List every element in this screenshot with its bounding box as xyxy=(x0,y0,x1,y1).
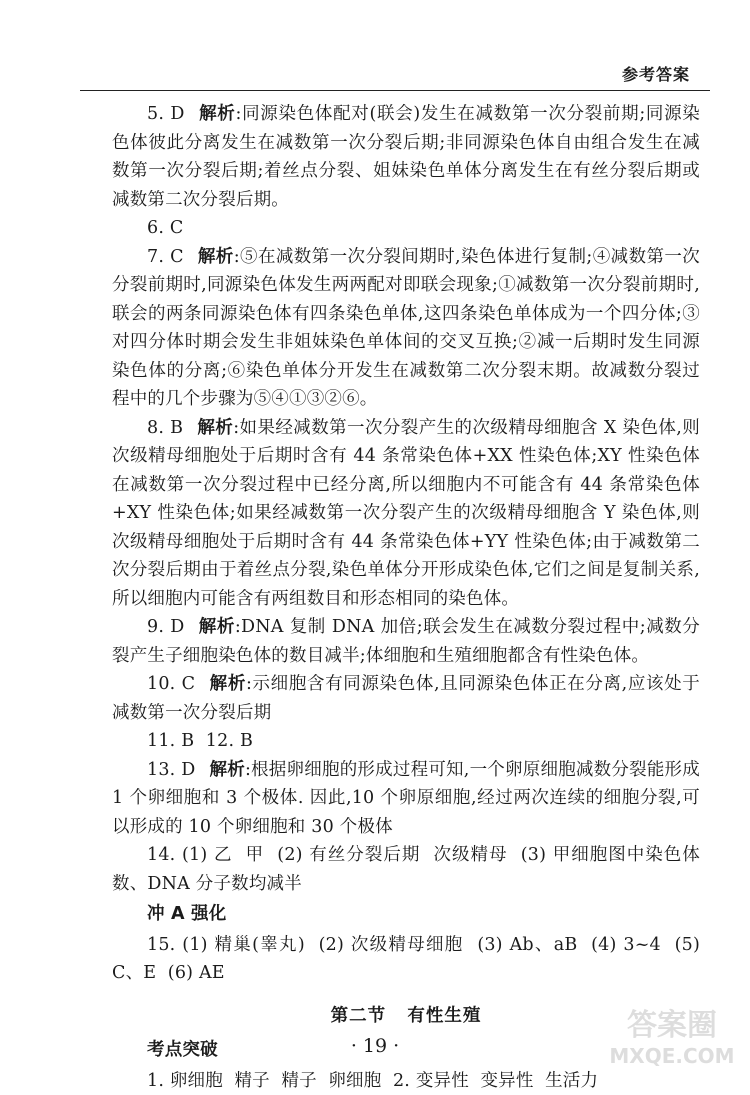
analysis-label: 解析 xyxy=(209,760,244,780)
watermark-line2: MXQE.COM xyxy=(609,1044,734,1068)
answer-number: 9. D xyxy=(147,617,184,637)
analysis-text: :根据卵细胞的形成过程可知,一个卵原细胞减数分裂能形成 1 个卵细胞和 3 个极体. 因此,10 个卵原细胞,经过两次连续的细胞分裂,可以形成的 10 个卵细胞和 30 个极体 xyxy=(112,760,700,837)
watermark-line1: 答案圈 xyxy=(627,1008,717,1043)
answer-q15: 15. (1) 精巢(睾丸) (2) 次级精母细胞 (3) Ab、aB (4) 3~4 (5) C、E (6) AE xyxy=(112,931,700,988)
answer-number: 5. D xyxy=(147,104,185,124)
analysis-text: :同源染色体配对(联会)发生在减数第一次分裂前期;同源染色体彼此分离发生在减数第一次分裂后期;非同源染色体自由组合发生在减数第一次分裂后期;着丝点分裂、姐妹染色单体分离发生在有丝分裂后期或减数第二次分裂后期。 xyxy=(112,104,700,210)
header-divider xyxy=(80,90,710,91)
answer-number: 13. D xyxy=(147,760,195,780)
answer-q10 xyxy=(112,670,700,727)
section-title: 第二节 有性生殖 xyxy=(112,1002,700,1031)
analysis-label: 解析 xyxy=(199,104,236,124)
analysis-text: :⑤在减数第一次分裂间期时,染色体进行复制;④减数第一次分裂前期时,同源染色体发生两两配对即联会现象;①减数第一次分裂前期时,联会的两条同源染色体有四条染色单体,这四条染色单体成为一个四分体;③对四分体时期会发生非姐妹染色单体间的交叉互换;②减一后期时发生同源染色体的分离;⑥染色单体分开发生在减数第二次分裂末期。故减数分裂过程中的几个步骤为⑤④①③②⑥。 xyxy=(112,247,700,410)
answer-q9 xyxy=(112,613,700,670)
watermark-logo xyxy=(602,999,742,1071)
answer-number: 7. C xyxy=(147,247,184,267)
analysis-label: 解析 xyxy=(197,418,233,438)
analysis-label: 解析 xyxy=(209,674,246,694)
answer-number: 8. B xyxy=(147,418,183,438)
header-title: 参考答案 xyxy=(622,62,690,85)
answer-q8 xyxy=(112,414,700,614)
breakthrough-heading: 考点突破 xyxy=(112,1036,700,1065)
strengthen-heading: 冲 A 强化 xyxy=(112,900,700,929)
analysis-label: 解析 xyxy=(198,247,234,267)
answer-q13 xyxy=(112,756,700,842)
answer-number: 10. C xyxy=(147,674,195,694)
analysis-text: :示细胞含有同源染色体,且同源染色体正在分离,应该处于减数第一次分裂后期 xyxy=(112,674,700,723)
answer-q1: 1. 卵细胞 精子 精子 卵细胞 2. 变异性 变异性 生活力 xyxy=(112,1067,700,1095)
analysis-text: :如果经减数第一次分裂产生的次级精母细胞含 X 染色体,则次级精母细胞处于后期时含有 44 条常染色体+XX 性染色体;XY 性染色体在减数第一次分裂过程中已经分离,所以细胞内不可能含有 44 条常染色体+XY 性染色体;如果经减数第一次分裂产生的次级精母细胞含 Y 染色体,则次级精母细胞处于后期时含有 44 条常染色体+YY 性染色体;由于减数第二次分裂后期由于着丝点分裂,染色单体分开形成染色体,它们之间是复制关系,所以细胞内可能含有两组数目和形态相同的染色体。 xyxy=(112,418,700,609)
answer-q7 xyxy=(112,243,700,414)
answer-body xyxy=(112,100,700,1095)
page-number: · 19 · xyxy=(0,1035,750,1057)
answer-q6: 6. C xyxy=(112,214,700,243)
answer-q14: 14. (1) 乙 甲 (2) 有丝分裂后期 次级精母 (3) 甲细胞图中染色体数、DNA 分子数均减半 xyxy=(112,841,700,898)
analysis-label: 解析 xyxy=(198,617,234,637)
analysis-text: :DNA 复制 DNA 加倍;联会发生在减数分裂过程中;减数分裂产生子细胞染色体的数目减半;体细胞和生殖细胞都含有性染色体。 xyxy=(112,617,700,666)
answer-q5 xyxy=(112,100,700,214)
answer-q11-q12: 11. B 12. B xyxy=(112,727,700,756)
